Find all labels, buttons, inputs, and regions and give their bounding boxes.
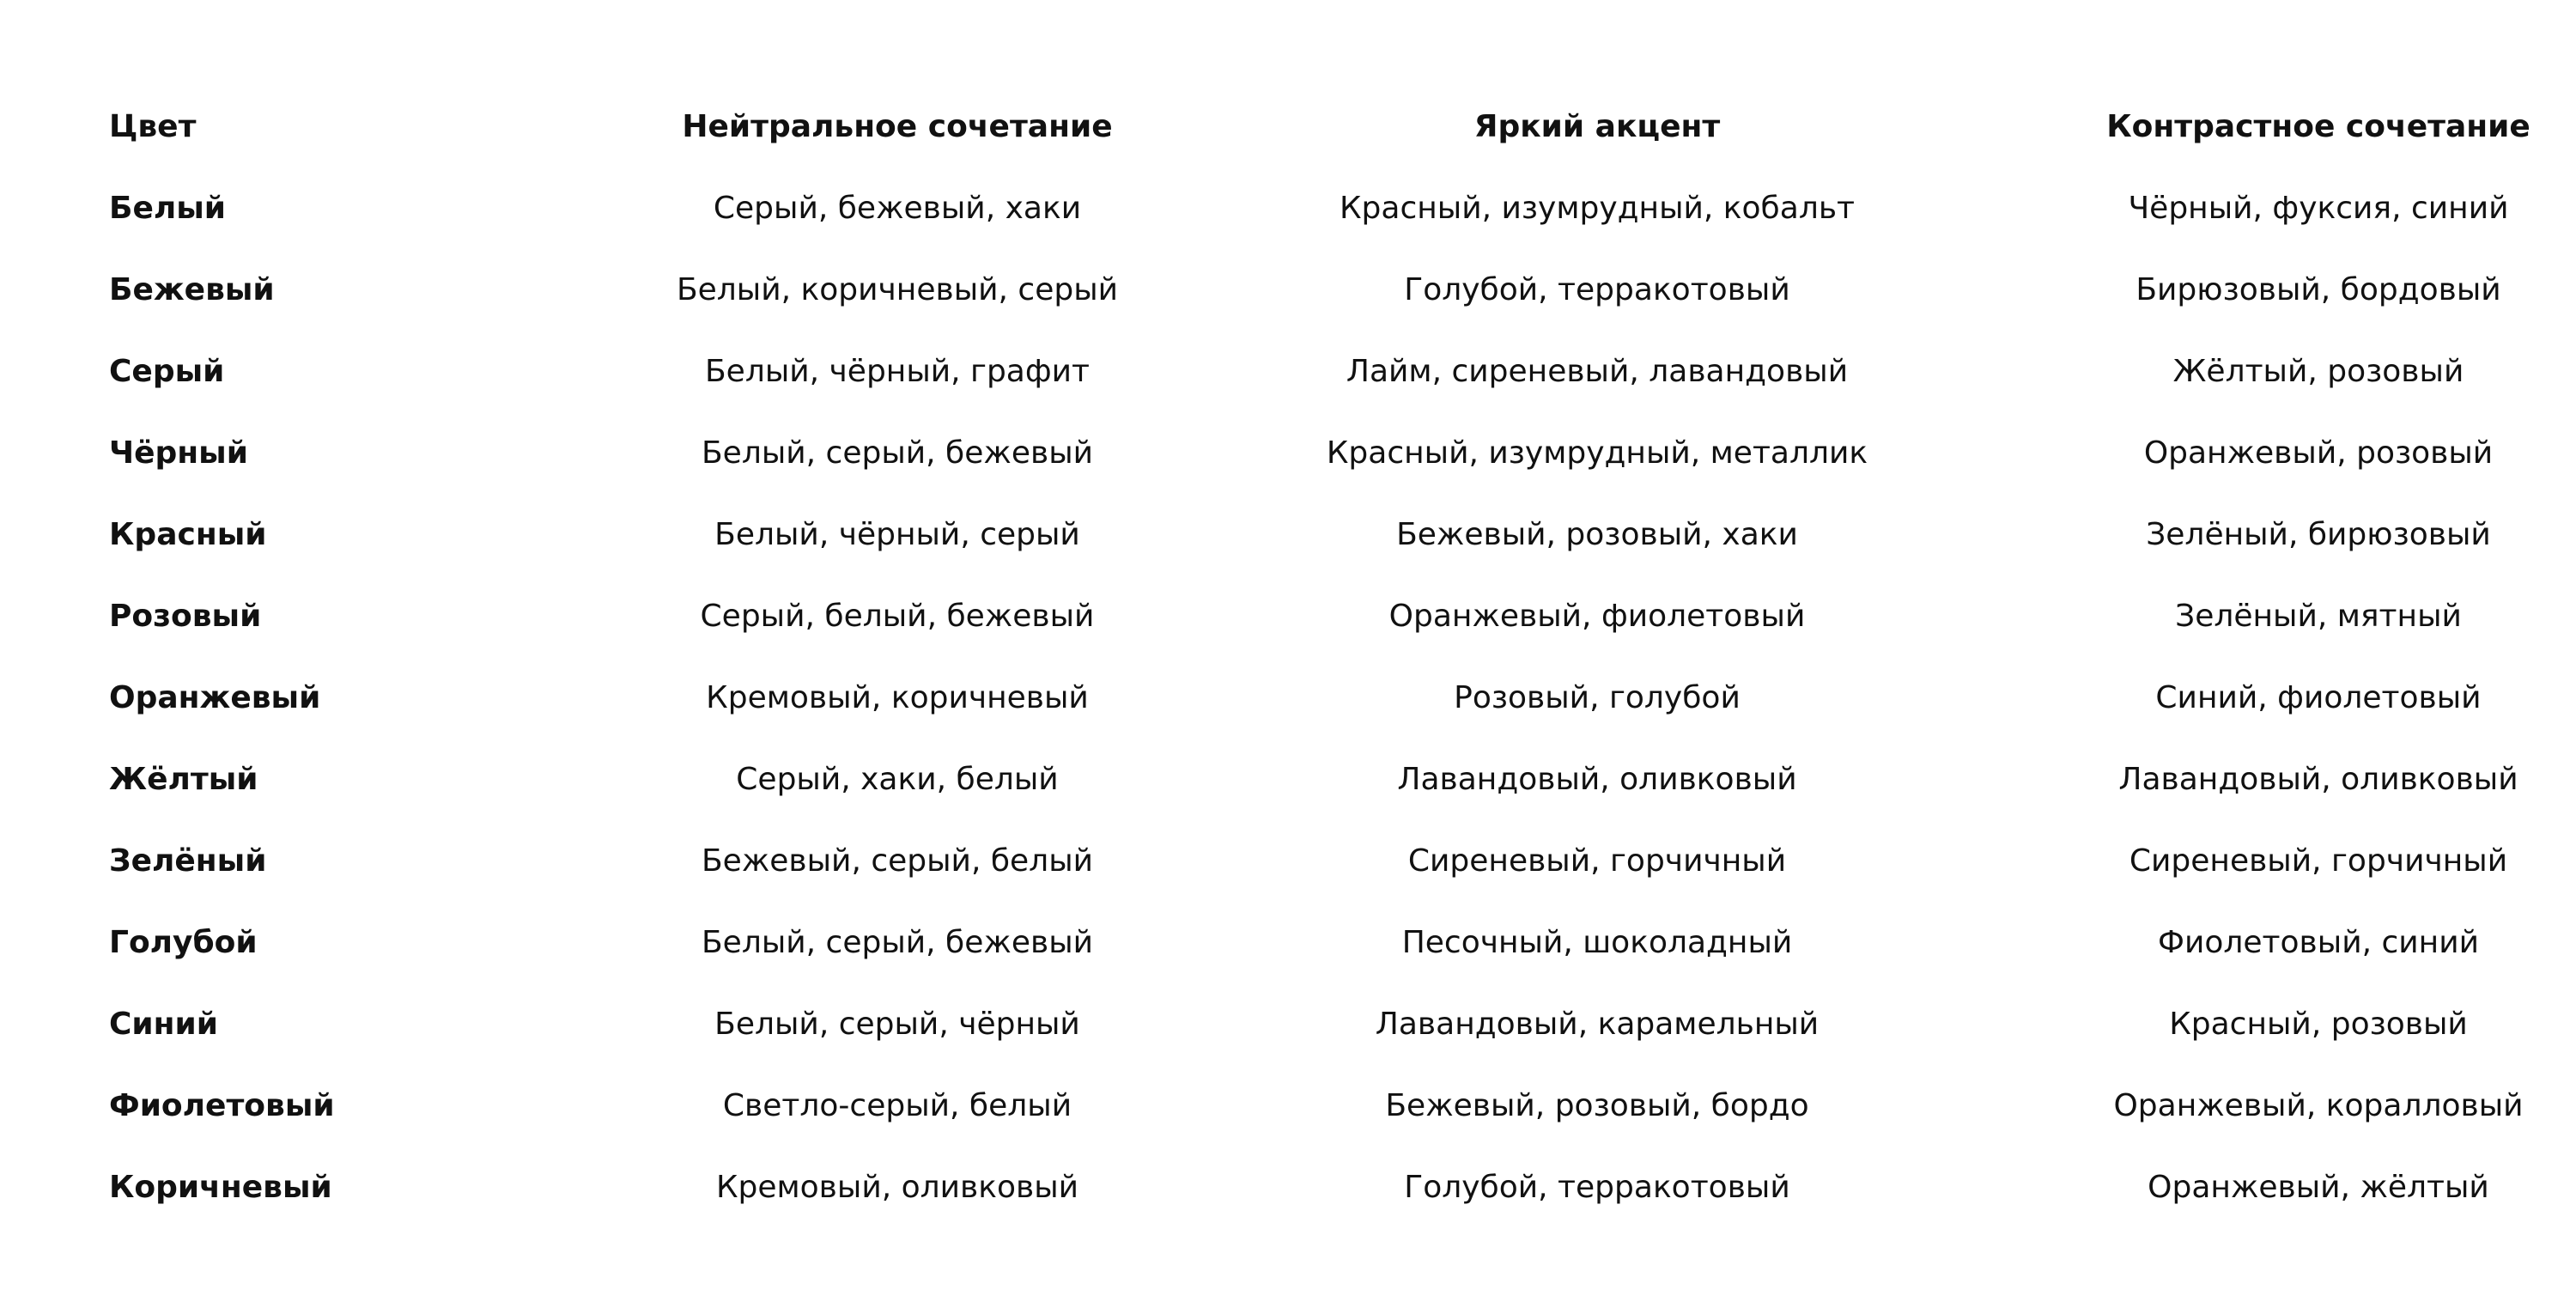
cell-neutral: Серый, хаки, белый [736, 762, 1059, 797]
header-contrast: Контрастное сочетание [2106, 109, 2530, 144]
cell-color: Коричневый [109, 1170, 332, 1205]
cell-color: Чёрный [109, 435, 248, 471]
cell-contrast: Сиреневый, горчичный [2129, 843, 2508, 879]
cell-color: Фиолетовый [109, 1088, 335, 1123]
cell-color: Зелёный [109, 843, 267, 879]
table-row [0, 820, 2576, 903]
table-row [0, 1065, 2576, 1147]
table-row [0, 331, 2576, 413]
cell-accent: Лавандовый, карамельный [1375, 1007, 1820, 1042]
cell-contrast: Лавандовый, оливковый [2118, 762, 2518, 797]
cell-neutral: Белый, серый, чёрный [714, 1007, 1080, 1042]
header-accent: Яркий акцент [1473, 109, 1721, 144]
cell-accent: Красный, изумрудный, металлик [1326, 435, 1868, 471]
cell-color: Розовый [109, 599, 262, 634]
cell-neutral: Кремовый, оливковый [715, 1170, 1079, 1205]
table-row [0, 983, 2576, 1066]
cell-contrast: Красный, розовый [2169, 1007, 2468, 1042]
cell-neutral: Бежевый, серый, белый [701, 843, 1094, 879]
cell-neutral: Серый, бежевый, хаки [713, 191, 1082, 226]
header-neutral: Нейтральное сочетание [682, 109, 1113, 144]
cell-contrast: Бирюзовый, бордовый [2136, 272, 2501, 307]
cell-accent: Голубой, терракотовый [1404, 1170, 1790, 1205]
cell-color: Голубой [109, 925, 258, 960]
cell-contrast: Фиолетовый, синий [2157, 925, 2479, 960]
cell-accent: Бежевый, розовый, хаки [1396, 517, 1798, 552]
header-color: Цвет [109, 109, 197, 144]
cell-color: Жёлтый [109, 762, 258, 797]
cell-contrast: Зелёный, мятный [2175, 599, 2462, 634]
cell-color: Бежевый [109, 272, 275, 307]
cell-neutral: Кремовый, коричневый [706, 680, 1089, 715]
cell-neutral: Белый, чёрный, графит [704, 354, 1091, 389]
table-row [0, 494, 2576, 576]
cell-accent: Оранжевый, фиолетовый [1388, 599, 1806, 634]
cell-color: Оранжевый [109, 680, 321, 715]
cell-neutral: Серый, белый, бежевый [700, 599, 1095, 634]
table-row [0, 249, 2576, 332]
cell-contrast: Чёрный, фуксия, синий [2128, 191, 2509, 226]
cell-neutral: Белый, серый, бежевый [701, 435, 1094, 471]
cell-accent: Сиреневый, горчичный [1407, 843, 1787, 879]
table-row [0, 1147, 2576, 1229]
cell-accent: Голубой, терракотовый [1404, 272, 1790, 307]
cell-contrast: Оранжевый, жёлтый [2148, 1170, 2489, 1205]
cell-accent: Лайм, сиреневый, лавандовый [1346, 354, 1849, 389]
table-row [0, 575, 2576, 658]
table-row [0, 902, 2576, 984]
cell-neutral: Светло-серый, белый [722, 1088, 1072, 1123]
cell-accent: Лавандовый, оливковый [1397, 762, 1797, 797]
table-row [0, 657, 2576, 739]
cell-contrast: Оранжевый, розовый [2143, 435, 2494, 471]
cell-color: Серый [109, 354, 225, 389]
cell-color: Синий [109, 1007, 218, 1042]
cell-accent: Песочный, шоколадный [1401, 925, 1793, 960]
cell-contrast: Жёлтый, розовый [2172, 354, 2464, 389]
cell-contrast: Синий, фиолетовый [2155, 680, 2482, 715]
cell-neutral: Белый, коричневый, серый [676, 272, 1119, 307]
cell-color: Красный [109, 517, 267, 552]
cell-accent: Розовый, голубой [1454, 680, 1741, 715]
cell-accent: Бежевый, розовый, бордо [1385, 1088, 1809, 1123]
table-row [0, 167, 2576, 250]
cell-neutral: Белый, серый, бежевый [701, 925, 1094, 960]
cell-contrast: Зелёный, бирюзовый [2146, 517, 2491, 552]
table-row [0, 412, 2576, 495]
cell-neutral: Белый, чёрный, серый [714, 517, 1080, 552]
table-header-row [0, 86, 2576, 168]
cell-color: Белый [109, 191, 227, 226]
table-row [0, 739, 2576, 821]
cell-accent: Красный, изумрудный, кобальт [1339, 191, 1856, 226]
cell-contrast: Оранжевый, коралловый [2113, 1088, 2524, 1123]
